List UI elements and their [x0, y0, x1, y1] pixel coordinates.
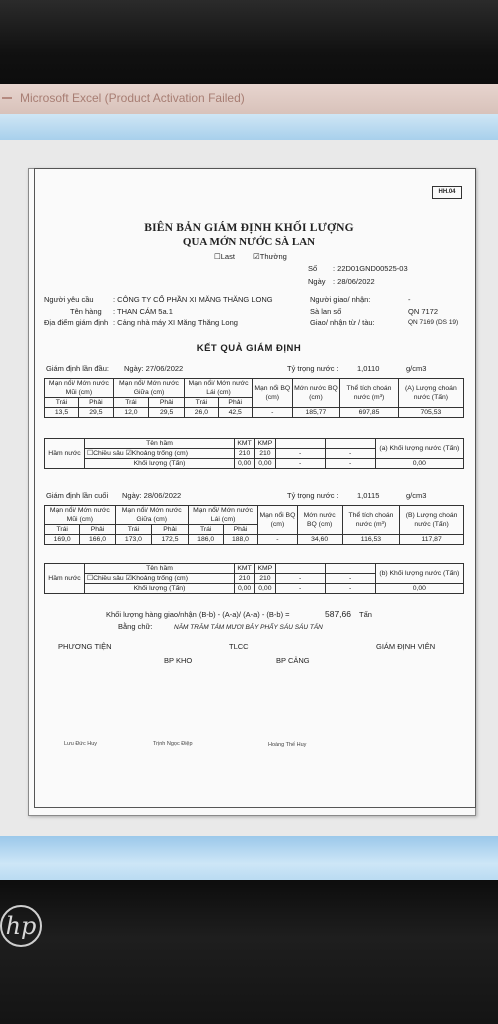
hdr-aft: Mạn nổi/ Mớn nước Lái (cm) — [185, 379, 253, 398]
hdr-mid: Mạn nổi/ Mớn nước Giữa (cm) — [113, 379, 184, 398]
requester-label: Người yêu cầu — [44, 295, 94, 304]
document-frame — [34, 168, 476, 808]
first-density-value: 1,0110 — [357, 364, 380, 373]
last-draft-table — [44, 505, 464, 545]
first-draft-table — [44, 378, 464, 418]
cell: 42,5 — [218, 408, 252, 418]
first-water-label: (a) Khối lượng nước (Tấn) — [375, 439, 463, 459]
hdr-left: Trái — [185, 398, 218, 408]
cell: 0,00 — [255, 584, 276, 594]
sign-port: BP CẢNG — [276, 656, 310, 665]
cell: 0,00 — [235, 459, 255, 469]
cell: - — [325, 459, 375, 469]
cell: - — [252, 408, 292, 418]
cargo-value: : THAN CÁM 5a.1 — [113, 307, 173, 316]
requester-value: : CÔNG TY CỔ PHẦN XI MĂNG THĂNG LONG — [113, 295, 273, 304]
kmt-hdr: KMT — [235, 439, 255, 449]
number-label: Số — [308, 264, 318, 273]
date-value: : 28/06/2022 — [333, 277, 375, 286]
first-tank-table — [44, 438, 464, 469]
depth-row: ☐Chiều sâu ☑Khoảng trống (cm) — [85, 449, 235, 459]
hdr-right: Phải — [223, 525, 258, 535]
window-icon — [2, 97, 12, 99]
cell: - — [275, 459, 325, 469]
tank-name-hdr: Tên hầm — [85, 439, 235, 449]
hdr-displacement-a: (A) Lượng choán nước (Tấn) — [398, 379, 463, 408]
hdr-right: Phải — [152, 525, 189, 535]
laptop-bezel-bottom — [0, 880, 498, 1024]
total-unit: Tấn — [359, 610, 372, 619]
signer-name-1: Lưu Đức Huy — [64, 741, 98, 747]
hp-logo-icon: hp — [0, 905, 42, 947]
last-density-unit: g/cm3 — [406, 491, 427, 500]
last-water-label: (b) Khối lượng nước (Tấn) — [375, 564, 463, 584]
cell: 173,0 — [115, 535, 152, 545]
tank-name-hdr: Tên hầm — [85, 564, 235, 574]
last-density-value: 1,0115 — [357, 491, 380, 500]
hdr-volume: Thể tích choán nước (m³) — [342, 506, 399, 535]
deliverer-value: - — [408, 295, 411, 304]
doc-subtitle: QUA MỚN NƯỚC SÀ LAN — [182, 236, 316, 248]
cell: - — [275, 584, 325, 594]
barge-label: Sà lan số — [310, 307, 342, 316]
in-words-label: Bằng chữ: — [118, 622, 153, 631]
hdr-left: Trái — [45, 525, 80, 535]
cell: - — [325, 584, 375, 594]
tank-col: Hầm nước — [45, 439, 85, 469]
signer-name-3: Hoàng Thế Huy — [268, 742, 307, 748]
signer-name-2: Trịnh Ngọc Điệp — [153, 741, 193, 747]
hdr-bq: Mạn nổi BQ (cm) — [252, 379, 292, 408]
kmp-hdr: KMP — [255, 439, 276, 449]
hdr-left: Trái — [45, 398, 79, 408]
kmp-hdr: KMP — [255, 564, 276, 574]
laptop-bezel-top — [0, 0, 498, 88]
hdr-right: Phải — [79, 398, 114, 408]
hdr-volume: Thể tích choán nước (m³) — [340, 379, 399, 408]
hdr-draft: Mớn nước BQ (cm) — [297, 506, 342, 535]
option-last: ☐Last — [214, 252, 235, 261]
sign-tlcc: TLCC — [229, 642, 249, 651]
in-words-value: NĂM TRĂM TÁM MƯƠI BẢY PHẨY SÁU SÁU TẤN — [174, 624, 323, 631]
hdr-fwd: Mạn nổi/ Mớn nước Mũi (cm) — [45, 506, 116, 525]
cell: 29,5 — [149, 408, 185, 418]
first-water-value: 0,00 — [375, 459, 463, 469]
ribbon-strip — [0, 114, 498, 140]
last-density-label: Tỷ trọng nước : — [287, 491, 339, 500]
desktop-background — [0, 836, 498, 882]
place-label: Địa điểm giám định — [44, 318, 109, 327]
cell: 13,5 — [45, 408, 79, 418]
form-code: HH.04 — [432, 186, 462, 199]
cell: 210 — [235, 449, 255, 459]
depth-row: ☐Chiều sâu ☑Khoảng trống (cm) — [85, 574, 235, 584]
cell: 26,0 — [185, 408, 218, 418]
cell: 169,0 — [45, 535, 80, 545]
hdr-right: Phải — [80, 525, 115, 535]
last-heading: Giám định lần cuối — [46, 491, 109, 500]
cell: 29,5 — [79, 408, 114, 418]
window-title: Microsoft Excel (Product Activation Failed) — [20, 91, 245, 105]
tank-col: Hầm nước — [45, 564, 85, 594]
total-value: 587,66 — [325, 609, 351, 619]
window-titlebar — [0, 84, 498, 114]
last-date: Ngày: 28/06/2022 — [122, 491, 182, 500]
cell: 166,0 — [80, 535, 115, 545]
doc-title: BIÊN BẢN GIÁM ĐỊNH KHỐI LƯỢNG — [144, 222, 354, 234]
deliver-to-value: QN 7169 (DS 19) — [408, 319, 459, 326]
cell: - — [275, 449, 325, 459]
hdr-bq: Mạn nổi BQ (cm) — [258, 506, 297, 535]
cell: 12,0 — [113, 408, 148, 418]
cell: 34,60 — [297, 535, 342, 545]
cargo-label: Tên hàng — [70, 307, 102, 316]
sign-inspector: GIÁM ĐỊNH VIÊN — [376, 642, 436, 651]
cell: 0,00 — [255, 459, 276, 469]
cell: - — [258, 535, 297, 545]
place-value: : Cảng nhà máy XI Măng Thăng Long — [113, 318, 238, 327]
cell: 210 — [235, 574, 255, 584]
hdr-displacement-b: (B) Lượng choán nước (Tấn) — [400, 506, 464, 535]
first-density-unit: g/cm3 — [406, 364, 427, 373]
option-normal: ☑Thường — [253, 252, 287, 261]
hdr-fwd: Mạn nổi/ Mớn nước Mũi (cm) — [45, 379, 114, 398]
hdr-aft: Mạn nổi/ Mớn nước Lái (cm) — [188, 506, 258, 525]
kmt-hdr: KMT — [235, 564, 255, 574]
sign-vehicle: PHƯƠNG TIỆN — [58, 642, 112, 651]
cell: 117,87 — [400, 535, 464, 545]
barge-value: QN 7172 — [408, 307, 439, 316]
result-section-title: KẾT QUẢ GIÁM ĐỊNH — [196, 343, 302, 354]
cell: 697,85 — [340, 408, 399, 418]
cell: - — [325, 574, 375, 584]
cell: - — [325, 449, 375, 459]
first-date: Ngày: 27/06/2022 — [124, 364, 184, 373]
hdr-mid: Mạn nổi/ Mớn nước Giữa (cm) — [115, 506, 188, 525]
cell: 210 — [255, 574, 276, 584]
hdr-right: Phải — [218, 398, 252, 408]
first-density-label: Tỷ trọng nước : — [287, 364, 339, 373]
inspection-options — [214, 252, 303, 261]
cell: 186,0 — [188, 535, 223, 545]
hdr-left: Trái — [115, 525, 152, 535]
last-tank-table — [44, 563, 464, 594]
hdr-left: Trái — [188, 525, 223, 535]
weight-row: Khối lượng (Tấn) — [85, 459, 235, 469]
cell: 185,77 — [292, 408, 339, 418]
deliverer-label: Người giao/ nhận: — [310, 295, 371, 304]
sign-warehouse: BP KHO — [164, 656, 193, 665]
hdr-left: Trái — [113, 398, 148, 408]
cell: 172,5 — [152, 535, 189, 545]
cell: 188,0 — [223, 535, 258, 545]
cell: 705,53 — [398, 408, 463, 418]
hdr-right: Phải — [149, 398, 185, 408]
cell: 210 — [255, 449, 276, 459]
total-label: Khối lượng hàng giao/nhận (B-b) - (A-a)/ (A-a) - (B-b) = — [106, 610, 290, 619]
last-water-value: 0,00 — [375, 584, 463, 594]
deliver-to-label: Giao/ nhận từ / tàu: — [310, 318, 375, 327]
first-heading: Giám định lần đầu: — [46, 364, 109, 373]
cell: 0,00 — [235, 584, 255, 594]
cell: 116,53 — [342, 535, 399, 545]
hdr-draft: Mớn nước BQ (cm) — [292, 379, 339, 408]
date-label: Ngày — [308, 277, 326, 286]
weight-row: Khối lượng (Tấn) — [85, 584, 235, 594]
number-value: : 22D01GND00525-03 — [333, 264, 408, 273]
cell: - — [275, 574, 325, 584]
